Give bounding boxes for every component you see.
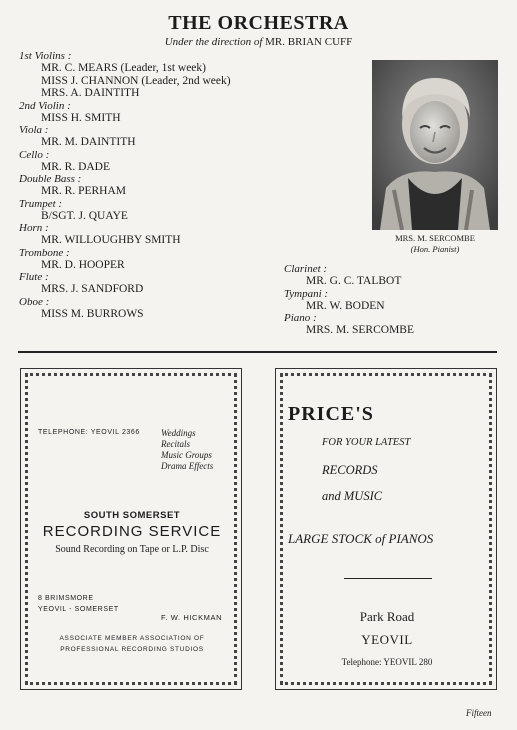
section-flute <box>19 271 299 296</box>
director-line <box>0 36 517 48</box>
member-name: MRS. M. SERCOMBE <box>306 324 415 336</box>
member-name: MR. R. DADE <box>41 160 111 173</box>
section-label: Tympani : <box>284 287 329 300</box>
service-item: Weddings <box>161 428 196 438</box>
section-horn <box>19 222 299 247</box>
advert-line: and MUSIC <box>322 489 383 503</box>
member-name: MRS. A. DAINTITH <box>41 87 140 99</box>
service-item: Recitals <box>161 439 190 449</box>
section-1st-violins <box>19 50 299 100</box>
section-2nd-violin <box>19 100 299 125</box>
services-list <box>161 428 213 472</box>
member-name: MR. G. C. TALBOT <box>306 275 402 287</box>
caption-role: (Hon. Pianist) <box>410 244 460 254</box>
page-number: Fifteen <box>466 708 492 718</box>
section-divider <box>18 351 497 353</box>
section-piano <box>284 312 504 337</box>
section-trombone <box>19 247 299 272</box>
association-line: ASSOCIATE MEMBER ASSOCIATION OF <box>59 635 205 642</box>
caption-name: MRS. M. SERCOMBE <box>395 233 475 243</box>
section-cello <box>19 149 299 174</box>
section-oboe <box>19 296 299 321</box>
advert-line: RECORDS <box>322 463 378 477</box>
section-label: Double Bass : <box>19 173 82 185</box>
shop-town: YEOVIL <box>361 632 413 647</box>
service-item: Music Groups <box>161 450 212 460</box>
pianist-photo <box>372 60 498 230</box>
member-name: MR. C. MEARS (Leader, 1st week) <box>41 62 206 74</box>
section-label: Piano : <box>284 312 317 324</box>
company-name-line2: RECORDING SERVICE <box>42 523 222 540</box>
member-name: MR. D. HOOPER <box>41 258 125 271</box>
section-label: Trombone : <box>19 246 70 259</box>
address-line: YEOVIL - SOMERSET <box>38 606 119 613</box>
portrait-image <box>372 60 498 230</box>
address-line: 8 BRIMSMORE <box>38 595 94 602</box>
member-name: MR. R. PERHAM <box>41 185 126 197</box>
association-note <box>21 633 243 655</box>
photo-caption <box>372 233 498 255</box>
section-label: 1st Violins : <box>19 50 72 62</box>
orchestra-roster-left <box>19 50 299 320</box>
section-label: Trumpet : <box>19 197 63 210</box>
section-tympani <box>284 288 504 313</box>
section-label: Clarinet : <box>284 263 328 275</box>
section-viola <box>19 124 299 149</box>
decorative-rule <box>344 578 432 579</box>
section-label: Flute : <box>19 271 49 283</box>
director-name: MR. BRIAN CUFF <box>265 36 353 48</box>
shop-telephone: Telephone: YEOVIL 280 <box>341 657 433 667</box>
member-name: MRS. J. SANDFORD <box>41 283 144 295</box>
section-label: Cello : <box>19 148 50 161</box>
director-prefix: Under the direction of <box>164 36 263 48</box>
member-name: MR. W. BODEN <box>306 299 385 312</box>
company-name-line1: SOUTH SOMERSET <box>83 510 181 521</box>
orchestra-roster-right <box>284 263 504 337</box>
member-name: B/SGT. J. QUAYE <box>41 209 128 222</box>
member-name: MISS M. BURROWS <box>41 307 144 320</box>
association-line: PROFESSIONAL RECORDING STUDIOS <box>60 646 204 653</box>
section-label: Horn : <box>19 222 49 234</box>
section-double-bass <box>19 173 299 198</box>
proprietor-name: F. W. HICKMAN <box>161 613 223 622</box>
company-tagline: Sound Recording on Tape or L.P. Disc <box>55 544 209 555</box>
stock-line: LARGE STOCK of PIANOS <box>288 531 434 546</box>
prices-music-advert <box>275 368 497 690</box>
section-label: Viola : <box>19 124 49 136</box>
page-title: THE ORCHESTRA <box>168 12 349 34</box>
shop-road: Park Road <box>359 609 415 624</box>
section-label: 2nd Violin : <box>19 99 71 112</box>
company-address <box>38 593 119 615</box>
section-label: Oboe : <box>19 295 50 308</box>
section-clarinet <box>284 263 504 288</box>
service-item: Drama Effects <box>161 461 214 471</box>
member-name: MR. M. DAINTITH <box>41 136 136 148</box>
shop-name: PRICE'S <box>288 403 374 425</box>
member-name: MR. WILLOUGHBY SMITH <box>41 234 181 246</box>
section-trumpet <box>19 198 299 223</box>
member-name: MISS H. SMITH <box>41 111 121 124</box>
recording-service-advert <box>20 368 242 690</box>
advert-telephone: TELEPHONE: YEOVIL 2366 <box>38 429 140 436</box>
member-name: MISS J. CHANNON (Leader, 2nd week) <box>41 74 231 87</box>
advert-line: FOR YOUR LATEST <box>322 437 411 448</box>
